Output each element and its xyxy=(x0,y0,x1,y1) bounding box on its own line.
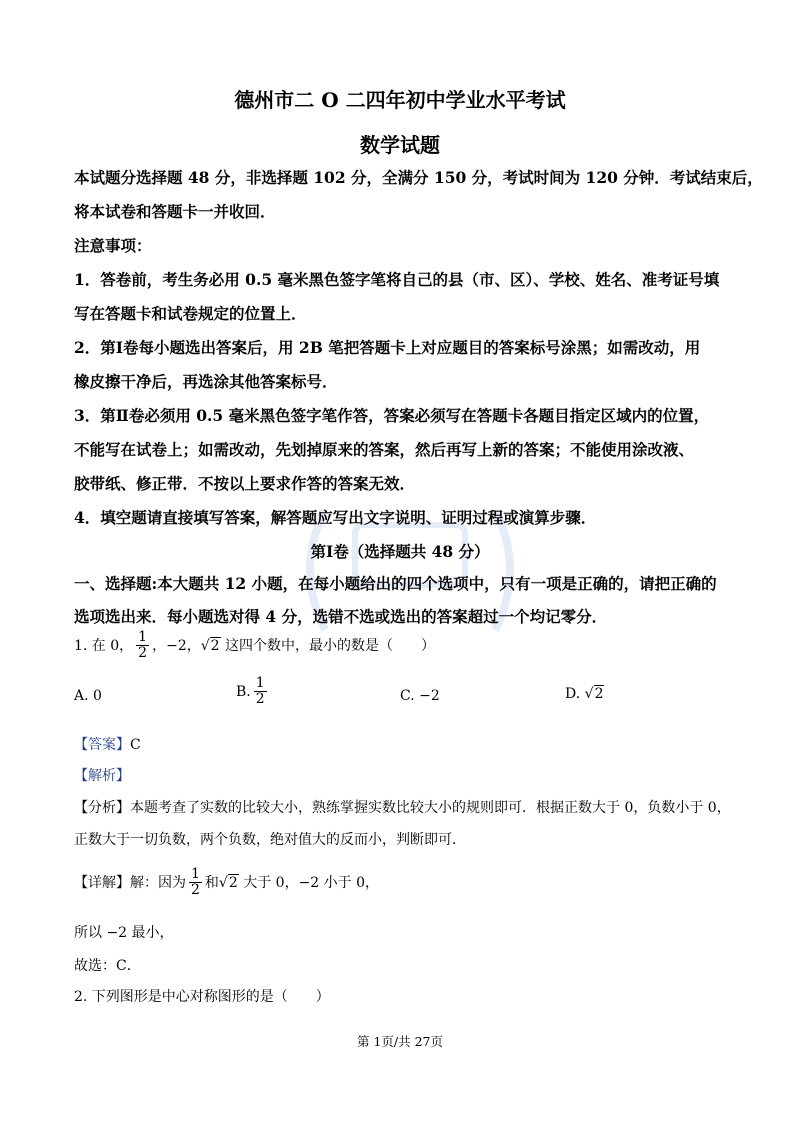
detail-line: 【详解】解：因为 $\frac{1}{2}$ 和√2 大于 0，−2 小于 0， xyxy=(74,866,380,899)
page-footer: 第 1页/共 27页 xyxy=(356,1034,444,1049)
sqrt-expression: √2 xyxy=(200,637,220,654)
intro-line-2: 将本试卷和答题卡一并收回． xyxy=(74,202,276,221)
option-d: D. √2 xyxy=(565,686,604,702)
note-2-line-1: 2．第Ⅰ卷每小题选出答案后，用 2B 笔把答题卡上对应题目的答案标号涂黑；如需改动，用 xyxy=(74,338,701,357)
option-b: B. $\frac{1}{2}$ xyxy=(236,675,265,708)
answer-value: C xyxy=(130,737,141,753)
question-1 xyxy=(74,630,435,662)
section-instructions-line-1: 一、选择题:本大题共 12 小题，在每小题给出的四个选项中，只有一项是正确的，请把正确的 xyxy=(74,574,717,593)
question-1-prefix: 1. 在 0， xyxy=(74,637,134,654)
option-c: C. −2 xyxy=(400,688,440,704)
page-subtitle: 数学试题 xyxy=(360,133,440,157)
note-3-line-2: 不能写在试卷上；如需改动，先划掉原来的答案，然后再写上新的答案；不能使用涂改液、 xyxy=(74,440,695,459)
note-3-line-1: 3．第Ⅱ卷必须用 0.5 毫米黑色签字笔作答，答案必须写在答题卡各题目指定区域内的位置， xyxy=(74,406,710,425)
conclusion-line: 所以 −2 最小， xyxy=(74,925,174,941)
page-title: 德州市二 O 二四年初中学业水平考试 xyxy=(234,88,566,112)
note-1-line-1: 1．答卷前，考生务必用 0.5 毫米黑色签字笔将自己的县（市、区）、学校、姓名、准考证号填 xyxy=(74,270,720,289)
section-title: 第Ⅰ卷（选择题共 48 分） xyxy=(310,542,490,561)
note-2-line-2: 橡皮擦干净后，再选涂其他答案标号． xyxy=(74,372,338,391)
analysis-line-2: 正数大于一切负数，两个负数，绝对值大的反而小，判断即可． xyxy=(74,832,466,848)
option-a: A. 0 xyxy=(74,688,102,704)
note-4: 4．填空题请直接填写答案，解答题应写出文字说明、证明过程或演算步骤． xyxy=(74,508,597,527)
answer-tag: 【答案】 xyxy=(74,737,130,753)
analysis-line-1: 【分析】本题考查了实数的比较大小，熟练掌握实数比较大小的规则即可．根据正数大于 0，负数小于 0， xyxy=(74,800,731,816)
question-1-suffix: 这四个数中，最小的数是（ ） xyxy=(225,637,436,654)
notes-heading: 注意事项： xyxy=(74,236,152,255)
answer-line xyxy=(74,734,141,754)
note-1-line-2: 写在答题卡和试卷规定的位置上． xyxy=(74,304,307,323)
intro-line-1: 本试题分选择题 48 分，非选择题 102 分，全满分 150 分，考试时间为 120 分钟．考试结束后， xyxy=(74,168,763,187)
section-instructions-line-2: 选项选出来．每小题选对得 4 分，选错不选或选出的答案超过一个均记零分． xyxy=(74,607,608,626)
question-2: 2. 下列图形是中心对称图形的是（ ） xyxy=(74,989,330,1005)
analysis-tag: 【解析】 xyxy=(74,768,130,784)
choice-line: 故选：C． xyxy=(74,958,141,974)
question-1-mid: ，−2， xyxy=(152,637,201,654)
fraction: $\frac{1}{2}$ xyxy=(138,629,148,662)
note-3-line-3: 胶带纸、修正带．不按以上要求作答的答案无效． xyxy=(74,474,416,493)
